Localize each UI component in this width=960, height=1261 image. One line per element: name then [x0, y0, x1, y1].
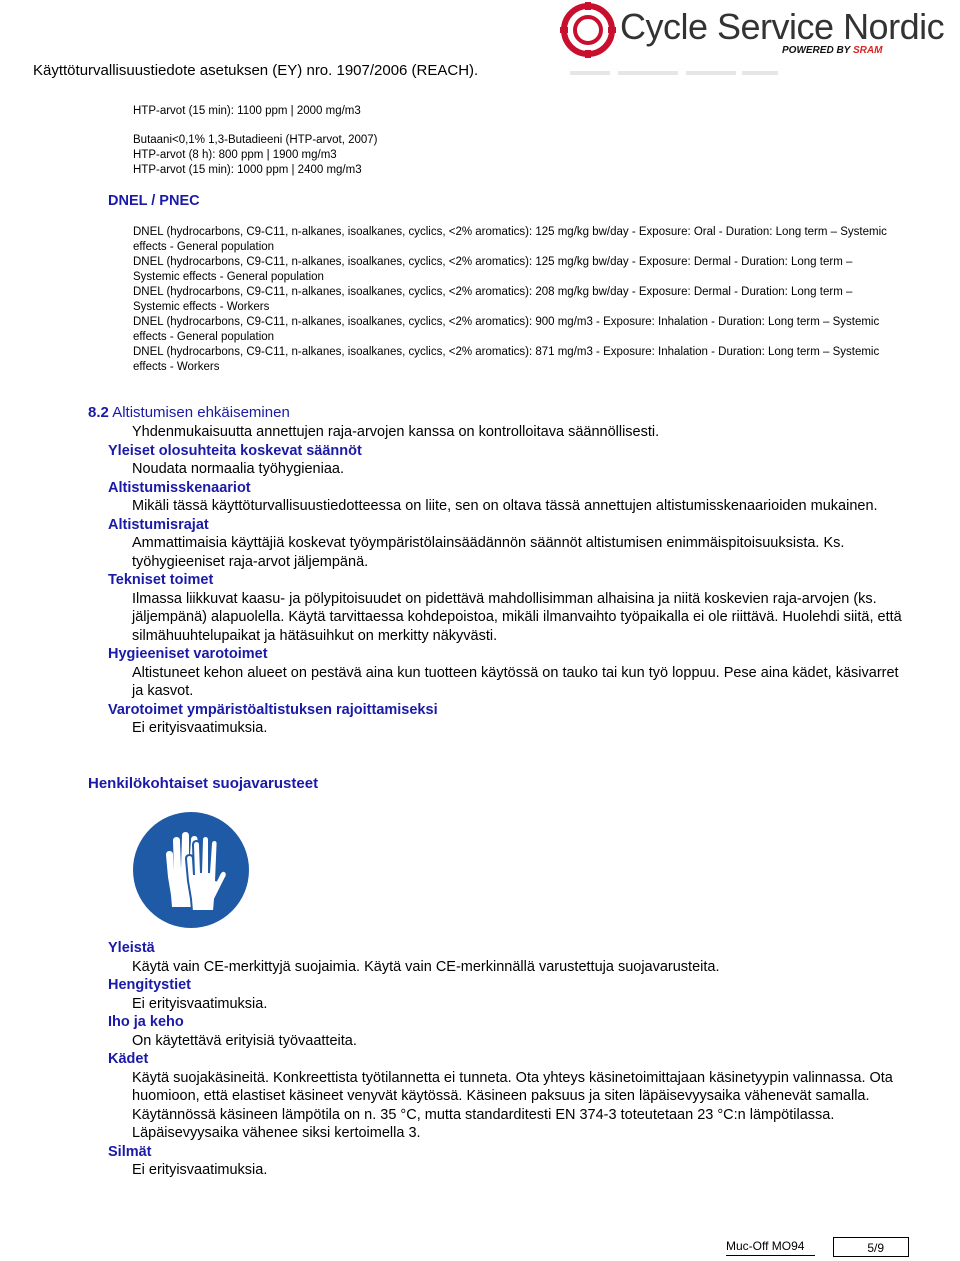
logo-tagline — [782, 45, 882, 56]
gear-logo-icon — [560, 2, 616, 58]
footer-product-name: Muc-Off MO94 — [726, 1239, 805, 1253]
butane-line: Butaani<0,1% 1,3-Butadieeni (HTP-arvot, 2007) — [133, 134, 378, 146]
subsection-text: Mikäli tässä käyttöturvallisuustiedotteessa on liite, sen on oltava tässä annettujen altistumisskenaarioiden mukainen. — [132, 498, 878, 514]
subsection-text: Ei erityisvaatimuksia. — [132, 720, 268, 736]
subsection-text: Ilmassa liikkuvat kaasu- ja pölypitoisuudet on pidettävä mahdollisimman alhaisina ja niitä koskevien raja-arvojen (ks. jäljempänä) alapuolella. Käytä tarvittaessa kohdepoistoa, mikäli ilmanvaihto työpaikalla ei ole riittävä. Huolehdi siitä, että silmähuuhtelupaikat ja hätäsuihkut on merkitty näkyvästi. — [132, 590, 902, 644]
faint-header-watermark — [570, 68, 780, 78]
subsection-heading: Hygieeniset varotoimet — [108, 646, 268, 662]
subsection-heading: Yleiset olosuhteita koskevat säännöt — [108, 442, 362, 459]
ppe-heading: Henkilökohtaiset suojavarusteet — [88, 775, 319, 792]
subsection-heading: Altistumisskenaariot — [108, 479, 251, 496]
subsection-text: Altistuneet kehon alueet on pestävä aina kun tuotteen käytössä on tauko tai kun työ loppuu. Pese aina kädet, käsivarret ja kasvot. — [132, 664, 899, 699]
company-logo — [560, 2, 945, 60]
subsection-text: On käytettävä erityisiä työvaatteita. — [132, 1032, 357, 1049]
dnel-pnec-heading: DNEL / PNEC — [108, 193, 200, 209]
page-number: 5/9 — [833, 1237, 909, 1257]
gloves-mandatory-icon — [132, 811, 250, 929]
subsection-text: Ei erityisvaatimuksia. — [132, 1162, 268, 1178]
logo-tagline-prefix: POWERED BY — [782, 45, 851, 56]
subsection-heading: Iho ja keho — [108, 1014, 184, 1030]
document-header-title: Käyttöturvallisuustiedote asetuksen (EY) nro. 1907/2006 (REACH). — [33, 62, 479, 79]
ppe-body — [108, 939, 908, 1180]
subsection-text: Käytä vain CE-merkittyjä suojaimia. Käytä vain CE-merkinnällä varustettuja suojavarusteita. — [132, 958, 720, 975]
subsection-heading: Altistumisrajat — [108, 516, 209, 533]
dnel-item: DNEL (hydrocarbons, C9-C11, n-alkanes, isoalkanes, cyclics, <2% aromatics): 208 mg/kg bw/day - Exposure: Dermal - Duration: Long term – Systemic effects - Workers — [133, 286, 853, 313]
section-title: Altistumisen ehkäiseminen — [112, 404, 290, 421]
subsection-text: Ei erityisvaatimuksia. — [132, 995, 268, 1012]
butane-htp-block — [133, 133, 378, 178]
dnel-list — [133, 225, 893, 375]
subsection-heading: Kädet — [108, 1051, 149, 1067]
subsection-text: Ammattimaisia käyttäjiä koskevat työympäristölainsäädännön säännöt altistumisen enimmäispitoisuuksista. Ks. työhygieeniset raja-arvot jäljempänä. — [132, 535, 845, 570]
footer-divider — [726, 1255, 815, 1256]
subsection-heading: Hengitystiet — [108, 977, 191, 993]
subsection-text: Noudata normaalia työhygieniaa. — [132, 461, 344, 477]
htp-8h-line: HTP-arvot (8 h): 800 ppm | 1900 mg/m3 — [133, 149, 337, 161]
logo-tagline-brand: SRAM — [852, 45, 883, 56]
subsection-text: Käytä suojakäsineitä. Konkreettista työtilannetta ei tunneta. Ota yhteys käsinetoimittajaan käsinetyypin valinnassa. Ota huomioon, että elastiset käsineet venyvät käytössä. Käsineen paksuus ja siten läpäisevyysaika vähenevät samalla. Käytännössä käsineen lämpötila on n. 35 °C, mutta standarditesti EN 374-3 toteutetaan 23 °C:n lämpötilassa. Läpäisevyysaika vähenee siksi kertoimella 3. — [132, 1069, 893, 1141]
dnel-item: DNEL (hydrocarbons, C9-C11, n-alkanes, isoalkanes, cyclics, <2% aromatics): 125 mg/kg bw/day - Exposure: Oral - Duration: Long term – Systemic effects - General population — [133, 226, 887, 253]
section-intro: Yhdenmukaisuutta annettujen raja-arvojen kanssa on kontrolloitava säännöllisesti. — [132, 424, 660, 440]
section-8-2-body — [108, 423, 908, 738]
htp-values-line: HTP-arvot (15 min): 1100 ppm | 2000 mg/m3 — [133, 105, 361, 117]
logo-wordmark: Cycle Service Nordic — [620, 6, 945, 47]
subsection-heading: Yleistä — [108, 940, 155, 956]
subsection-heading: Silmät — [108, 1143, 152, 1160]
dnel-item: DNEL (hydrocarbons, C9-C11, n-alkanes, isoalkanes, cyclics, <2% aromatics): 125 mg/kg bw/day - Exposure: Dermal - Duration: Long term – Systemic effects - General population — [133, 256, 853, 283]
dnel-item: DNEL (hydrocarbons, C9-C11, n-alkanes, isoalkanes, cyclics, <2% aromatics): 900 mg/m3 - Exposure: Inhalation - Duration: Long term – Systemic effects - General population — [133, 316, 880, 343]
section-number: 8.2 — [88, 404, 109, 421]
section-8-2-heading — [88, 404, 290, 421]
subsection-heading: Tekniset toimet — [108, 572, 214, 588]
htp-15min-line: HTP-arvot (15 min): 1000 ppm | 2400 mg/m3 — [133, 164, 362, 176]
dnel-item: DNEL (hydrocarbons, C9-C11, n-alkanes, isoalkanes, cyclics, <2% aromatics): 871 mg/m3 - Exposure: Inhalation - Duration: Long term – Systemic effects - Workers — [133, 346, 880, 373]
subsection-heading: Varotoimet ympäristöaltistuksen rajoittamiseksi — [108, 701, 438, 718]
